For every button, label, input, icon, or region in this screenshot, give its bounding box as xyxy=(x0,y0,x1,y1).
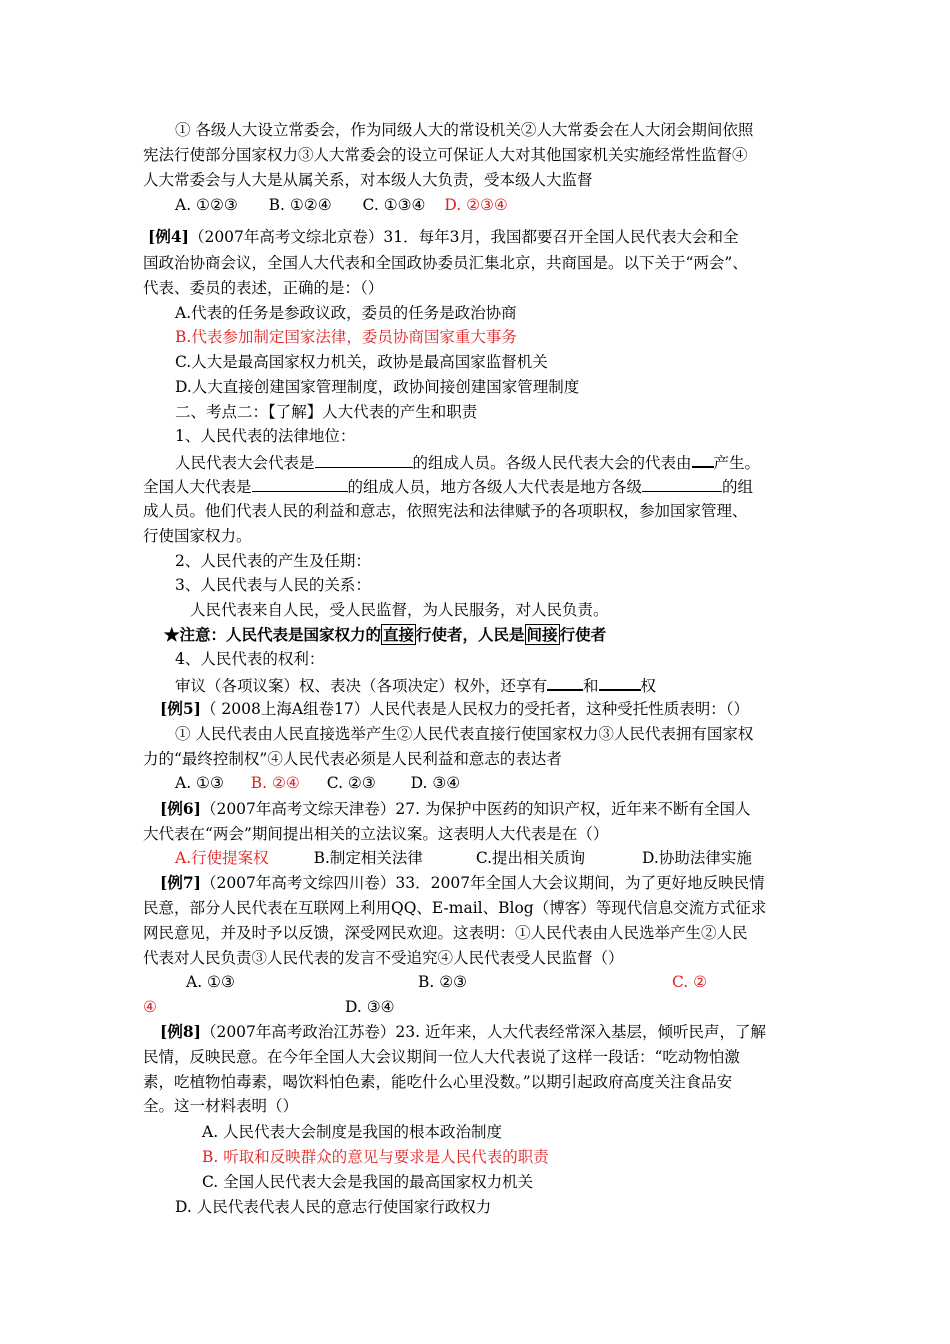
kp2-para1-line3: 成人员。他们代表人民的利益和意志，依照宪法和法律赋予的各项职权，参加国家管理、 xyxy=(143,502,748,520)
ex7-option-c-answer-part2: ④ xyxy=(143,998,157,1016)
ex7-label: [例7] xyxy=(160,873,201,892)
q3-option-b: B. ①②④ xyxy=(268,196,332,214)
ex8-stem-line4: 全。这一材料表明（） xyxy=(143,1097,299,1115)
ex5-option-b-answer: B. ②④ xyxy=(250,774,300,792)
blank-3 xyxy=(252,474,348,492)
kp2-para1-line2: 全国人大代表是 的组成人员，地方各级人大代表是地方各级 的组 xyxy=(143,474,753,499)
q3-stem-line2: 宪法行使部分国家权力③人大常委会的设立可保证人大对其他国家机关实施经常性监督④ xyxy=(143,146,748,164)
ex6-options xyxy=(175,846,752,870)
ex6-option-c: C.提出相关质询 xyxy=(475,849,586,867)
blank-6 xyxy=(599,672,641,691)
ex7-stem-line2: 民意，部分人民代表在互联网上利用QQ、E-mail、Blog（博客）等现代信息交流方式征求 xyxy=(143,899,767,917)
kp2-heading: 二、考点二：【了解】人大代表的产生和职责 xyxy=(175,403,478,421)
ex8-label: [例8] xyxy=(160,1022,201,1041)
q3-stem-line1: ① 各级人大设立常委会，作为同级人大的常设机关②人大常委会在人大闭会期间依照 xyxy=(175,121,754,139)
kp2-section3-text: 人民代表来自人民，受人民监督，为人民服务，对人民负责。 xyxy=(190,601,609,619)
ex4-option-b-answer: B.代表参加制定国家法律，委员协商国家重大事务 xyxy=(175,328,517,346)
kp2-section2-title: 2、人民代表的产生及任期： xyxy=(175,552,371,570)
ex8-stem-line3: 素，吃植物怕毒素，喝饮料怕色素，能吃什么心里没数。”以期引起政府高度关注食品安 xyxy=(143,1073,733,1091)
ex6-option-b: B.制定相关法律 xyxy=(313,849,423,867)
q3-option-a: A. ①②③ xyxy=(175,196,238,214)
q3-option-d-answer: D. ②③④ xyxy=(444,196,508,214)
ex6-option-d: D.协助法律实施 xyxy=(642,849,752,867)
ex7-option-d: D. ③④ xyxy=(345,998,395,1016)
ex8-option-c: C. 全国人民代表大会是我国的最高国家权力机关 xyxy=(202,1173,534,1191)
ex7-option-b: B. ②③ xyxy=(418,973,468,991)
ex8-option-d: D. 人民代表代表人民的意志行使国家行政权力 xyxy=(175,1198,492,1216)
ex4-option-d: D.人大直接创建国家管理制度，政协间接创建国家管理制度 xyxy=(175,378,580,396)
ex5-options xyxy=(175,771,460,795)
ex6-stem-line2: 大代表在“两会”期间提出相关的立法议案。这表明人大代表是在（） xyxy=(143,825,609,843)
ex5-option-d: D. ③④ xyxy=(410,774,461,792)
ex7-stem-line1: [例7]（2007年高考文综四川卷）33．2007年全国人大会议期间，为了更好地反映民情 xyxy=(160,873,765,892)
ex5-option-c: C. ②③ xyxy=(326,774,376,792)
ex5-stem-line2: ① 人民代表由人民直接选举产生②人民代表直接行使国家权力③人民代表拥有国家权 xyxy=(175,725,754,743)
q3-option-c: C. ①③④ xyxy=(362,196,426,214)
ex4-option-c: C.人大是最高国家权力机关，政协是最高国家监督机关 xyxy=(175,353,548,371)
ex4-stem-line1: [例4]（2007年高考文综北京卷）31．每年3月，我国都要召开全国人民代表大会和全 xyxy=(148,227,739,246)
ex7-stem-line4: 代表对人民负责③人民代表的发言不受追究④人民代表受人民监督（） xyxy=(143,949,624,967)
ex6-option-a-answer: A.行使提案权 xyxy=(175,849,269,867)
ex4-stem-line3: 代表、委员的表述，正确的是：（） xyxy=(143,279,384,297)
ex8-option-a: A. 人民代表大会制度是我国的根本政治制度 xyxy=(202,1123,503,1141)
ex5-label: [例5] xyxy=(160,699,201,718)
ex4-option-a: A.代表的任务是参政议政，委员的任务是政治协商 xyxy=(175,304,517,322)
ex5-stem-line3: 力的“最终控制权”④人民代表必须是人民利益和意志的表达者 xyxy=(143,750,562,768)
q3-stem-line3: 人大常委会与人大是从属关系，对本级人大负责，受本级人大监督 xyxy=(143,171,593,189)
q3-options xyxy=(175,193,508,217)
blank-5 xyxy=(547,672,583,691)
ex7-option-a: A. ①③ xyxy=(186,973,235,991)
kp2-note: ★注意：人民代表是国家权力的 直接 行使者，人民是 间接 行使者 xyxy=(164,625,607,644)
kp2-section3-title: 3、人民代表与人民的关系： xyxy=(175,576,371,594)
ex5-option-a: A. ①③ xyxy=(175,774,224,792)
ex7-option-c-answer-part1: C. ② xyxy=(672,973,708,991)
ex6-label: [例6] xyxy=(160,799,201,818)
ex5-stem-line1: [例5]（ 2008上海A组卷17）人民代表是人民权力的受托者，这种受托性质表明：（） xyxy=(160,699,749,718)
ex6-stem-line1: [例6]（2007年高考文综天津卷）27. 为保护中医药的知识产权，近年来不断有全国人 xyxy=(160,799,751,818)
kp2-section4-title: 4、人民代表的权利： xyxy=(175,650,325,668)
kp2-para1-line1: 人民代表大会代表是 的组成人员。各级人民代表大会的代表由 产生。 xyxy=(175,449,760,475)
ex8-stem-line1: [例8]（2007年高考政治江苏卷）23. 近年来，人大代表经常深入基层，倾听民声，了解 xyxy=(160,1022,766,1041)
kp2-section4-text: 审议（各项议案）权、表决（各项决定）权外，还享有 和 权 xyxy=(175,672,656,698)
ex8-stem-line2: 民情，反映民意。在今年全国人大会议期间一位人大代表说了这样一段话：“吃动物怕激 xyxy=(143,1048,740,1066)
note-box-direct: 直接 xyxy=(383,625,415,644)
blank-2 xyxy=(692,449,714,468)
ex7-stem-line3: 网民意见，并及时予以反馈，深受网民欢迎。这表明：①人民代表由人民选举产生②人民 xyxy=(143,924,748,942)
kp2-para1-line4: 行使国家权力。 xyxy=(143,527,252,545)
ex4-stem-line2: 国政治协商会议，全国人大代表和全国政协委员汇集北京，共商国是。以下关于“两会”、 xyxy=(143,254,748,272)
ex4-label: [例4] xyxy=(148,227,189,246)
blank-1 xyxy=(315,450,413,468)
note-box-indirect: 间接 xyxy=(526,625,558,644)
ex8-option-b-answer: B. 听取和反映群众的意见与要求是人民代表的职责 xyxy=(202,1148,549,1166)
blank-4 xyxy=(642,474,722,492)
kp2-section1-title: 1、人民代表的法律地位： xyxy=(175,427,356,445)
